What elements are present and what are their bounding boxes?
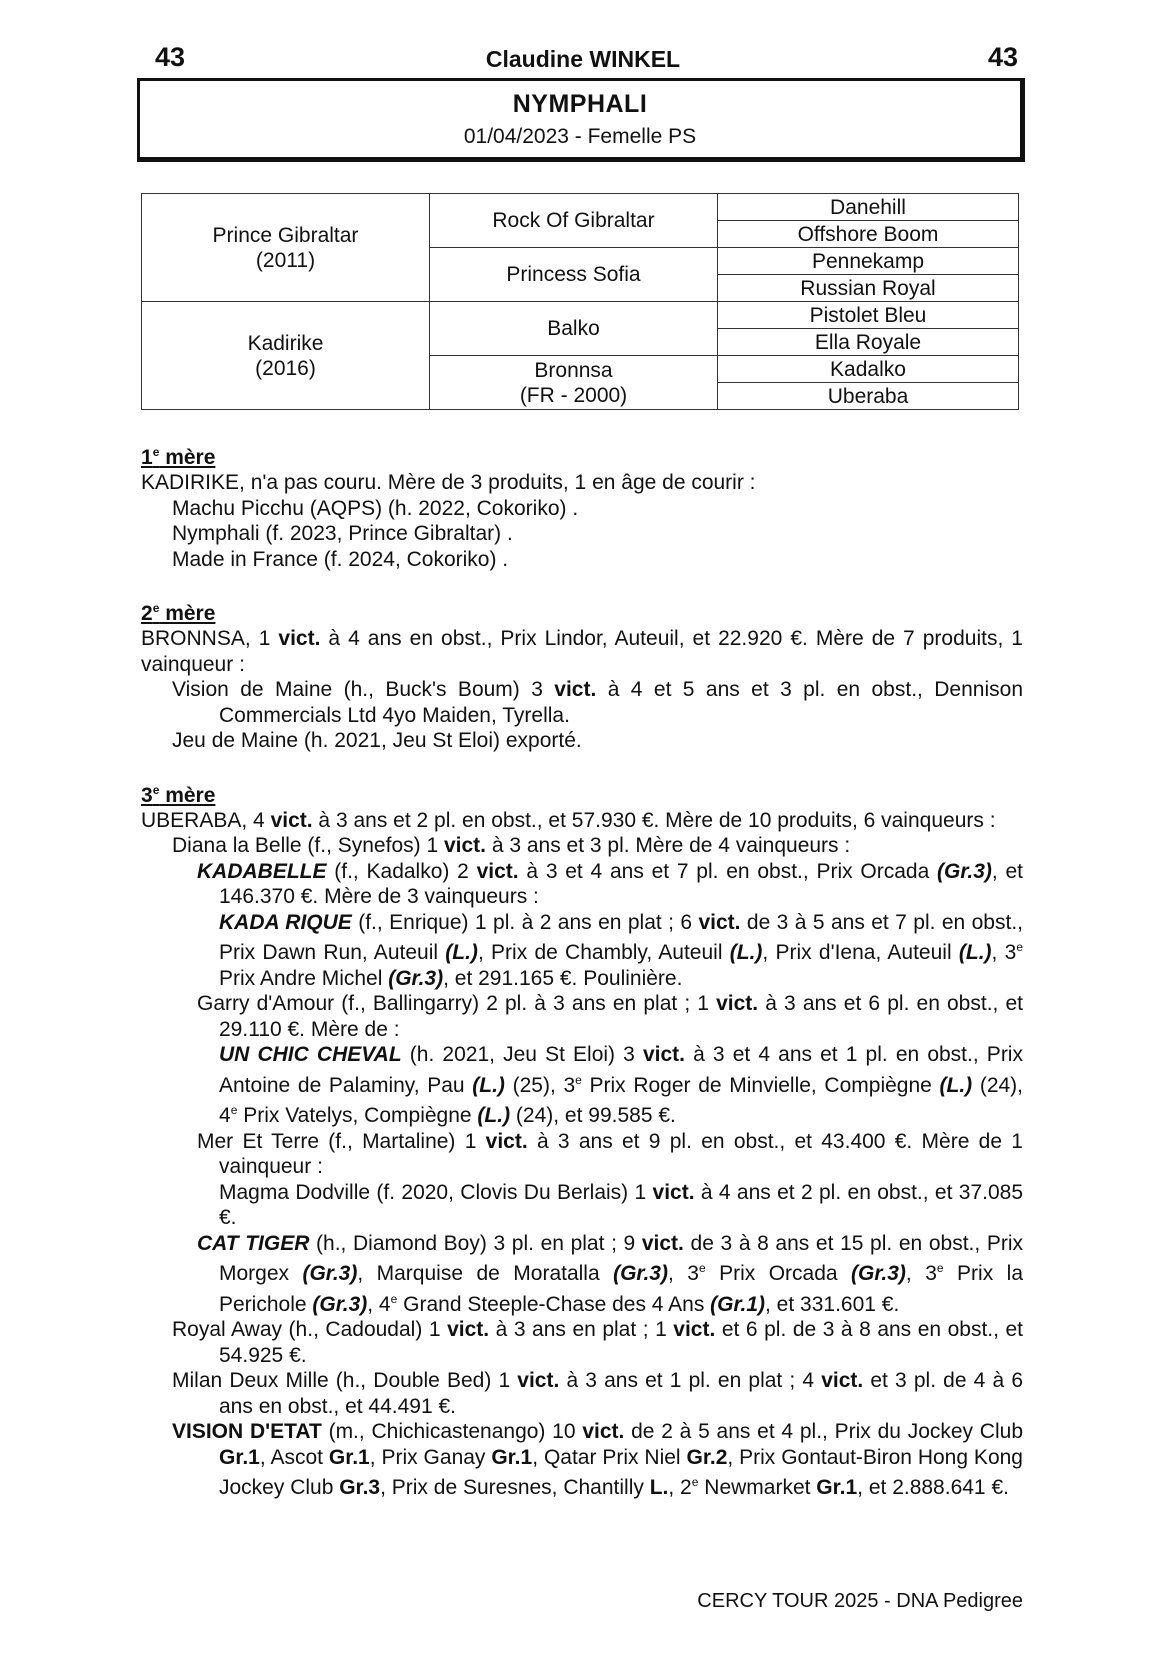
pedigree-table <box>141 193 1019 410</box>
title-box <box>137 78 1025 162</box>
section-heading-3rd-dam: 3e mère <box>141 782 216 807</box>
dam-dam-cell <box>430 356 718 410</box>
page-header <box>0 42 1166 78</box>
sire-dam-cell: Princess Sofia <box>430 248 718 302</box>
g3-cell: Pistolet Bleu <box>718 302 1019 329</box>
paragraph: CAT TIGER (h., Diamond Boy) 3 pl. en plat ; 9 vict. de 3 à 8 ans et 15 pl. en obst., Prix Morgex (Gr.3), Marquise de Moratalla (Gr.3), 3e Prix Orcada (Gr.3), 3e Prix la Perichole (Gr.3), 4e Grand Steeple-Chase des 4 Ans (Gr.1), et 331.601 €. <box>197 1231 1024 1316</box>
paragraph: Made in France (f. 2024, Cokoriko) . <box>172 547 509 571</box>
g3-cell: Pennekamp <box>718 248 1019 275</box>
dam-sire-cell: Balko <box>430 302 718 356</box>
dam-name: Kadirike <box>247 331 324 355</box>
paragraph: Diana la Belle (f., Synefos) 1 vict. à 3 ans et 3 pl. Mère de 4 vainqueurs : <box>172 834 851 857</box>
paragraph: Jeu de Maine (h. 2021, Jeu St Eloi) exporté. <box>172 729 582 752</box>
sire-name: Prince Gibraltar <box>212 223 359 247</box>
dam-year: (2016) <box>255 356 316 380</box>
paragraph: Machu Picchu (AQPS) (h. 2022, Cokoriko) . <box>172 496 579 520</box>
paragraph: Milan Deux Mille (h., Double Bed) 1 vict. à 3 ans et 1 pl. en plat ; 4 vict. et 3 pl. de 4 à 6 ans en obst., et 44.491 €. <box>172 1369 1023 1418</box>
paragraph: Royal Away (h., Cadoudal) 1 vict. à 3 ans en plat ; 1 vict. et 6 pl. de 3 à 8 ans en obst., et 54.925 €. <box>172 1318 1024 1367</box>
consignor-name: Claudine WINKEL <box>485 46 681 72</box>
page-footer: CERCY TOUR 2025 - DNA Pedigree <box>697 1590 1023 1612</box>
g3-cell: Russian Royal <box>718 275 1019 302</box>
section-heading-2nd-dam: 2e mère <box>141 601 216 625</box>
dam-dam-detail: (FR - 2000) <box>519 383 628 407</box>
sire-year: (2011) <box>255 248 316 272</box>
g3-cell: Danehill <box>718 194 1019 221</box>
paragraph: Garry d'Amour (f., Ballingarry) 2 pl. à 3 ans en plat ; 1 vict. à 3 ans et 6 pl. en obst., et 29.110 €. Mère de : <box>197 992 1023 1041</box>
dam-cell <box>142 302 430 410</box>
g3-cell: Offshore Boom <box>718 221 1019 248</box>
sire-cell <box>142 194 430 302</box>
horse-details: 01/04/2023 - Femelle PS <box>463 125 697 148</box>
horse-name: NYMPHALI <box>512 90 648 118</box>
paragraph: VISION D'ETAT (m., Chichicastenango) 10 vict. de 2 à 5 ans et 4 pl., Prix du Jockey Club Gr.1, Ascot Gr.1, Prix Ganay Gr.1, Qatar Prix Niel Gr.2, Prix Gontaut-Biron Hong Kong Jockey Club Gr.3, Prix de Suresnes, Chantilly L., 2e Newmarket Gr.1, et 2.888.641 €. <box>172 1420 1023 1499</box>
g3-cell: Ella Royale <box>718 329 1019 356</box>
paragraph: KADABELLE (f., Kadalko) 2 vict. à 3 et 4 ans et 7 pl. en obst., Prix Orcada (Gr.3), et 146.370 €. Mère de 3 vainqueurs : <box>197 859 1023 908</box>
dam-dam-name: Bronnsa <box>534 358 613 382</box>
paragraph: Vision de Maine (h., Buck's Boum) 3 vict. à 4 et 5 ans et 3 pl. en obst., Dennison Commercials Ltd 4yo Maiden, Tyrella. <box>172 678 1023 727</box>
paragraph: UBERABA, 4 vict. à 3 ans et 2 pl. en obst., et 57.930 €. Mère de 10 produits, 6 vainqueurs : <box>141 808 996 832</box>
section-heading-1st-dam: 1e mère <box>141 445 216 469</box>
g3-cell: Uberaba <box>718 383 1019 410</box>
sire-sire-cell: Rock Of Gibraltar <box>430 194 718 248</box>
paragraph: Magma Dodville (f. 2020, Clovis Du Berlais) 1 vict. à 4 ans et 2 pl. en obst., et 37.085 €. <box>219 1180 1023 1229</box>
paragraph: Mer Et Terre (f., Martaline) 1 vict. à 3 ans et 9 pl. en obst., et 43.400 €. Mère de 1 vainqueur : <box>197 1129 1023 1178</box>
pedigree-notes <box>141 440 1023 1501</box>
paragraph: UN CHIC CHEVAL (h. 2021, Jeu St Eloi) 3 vict. à 3 et 4 ans et 1 pl. en obst., Prix Antoine de Palaminy, Pau (L.) (25), 3e Prix Roger de Minvielle, Compiègne (L.) (24), 4e Prix Vatelys, Compiègne (L.) (24), et 99.585 €. <box>219 1043 1024 1127</box>
lot-number-left: 43 <box>155 42 186 72</box>
paragraph: KADA RIQUE (f., Enrique) 1 pl. à 2 ans en plat ; 6 vict. de 3 à 5 ans et 7 pl. en obst., Prix Dawn Run, Auteuil (L.), Prix de Chambly, Auteuil (L.), Prix d'Iena, Auteuil (L.), 3e Prix Andre Michel (Gr.3), et 291.165 €. Poulinière. <box>219 910 1023 990</box>
paragraph: Nymphali (f. 2023, Prince Gibraltar) . <box>172 522 513 545</box>
lot-number-right: 43 <box>987 42 1018 72</box>
paragraph: BRONNSA, 1 vict. à 4 ans en obst., Prix Lindor, Auteuil, et 22.920 €. Mère de 7 produits, 1 vainqueur : <box>141 627 1023 676</box>
g3-cell: Kadalko <box>718 356 1019 383</box>
paragraph: KADIRIKE, n'a pas couru. Mère de 3 produits, 1 en âge de courir : <box>141 471 756 494</box>
